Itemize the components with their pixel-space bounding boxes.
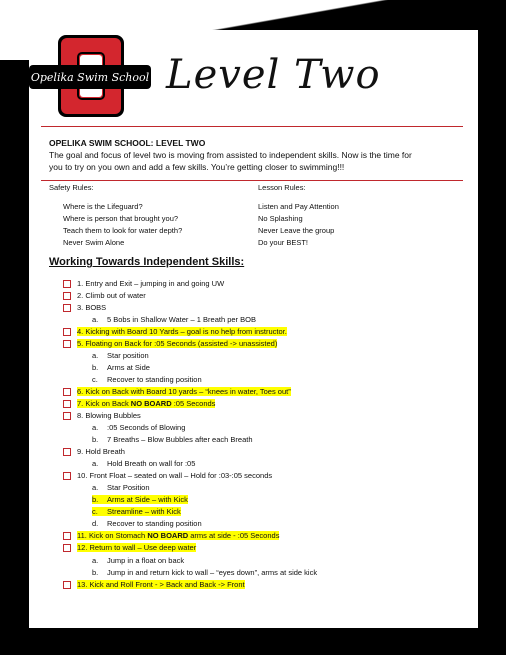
lesson-rules-label: Lesson Rules: [258,183,306,192]
checkbox[interactable] [63,412,71,420]
checkbox[interactable] [63,388,71,396]
skill-item-5: 5. Floating on Back for :05 Seconds (assisted -> unassisted) [77,339,278,348]
skill-item-4: 4. Kicking with Board 10 Yards – goal is no help from instructor. [77,327,287,336]
checkbox[interactable] [63,400,71,408]
skill-subitem: a. Jump in a float on back [92,556,185,565]
checkbox[interactable] [63,448,71,456]
skill-subitem: a. :05 Seconds of Blowing [92,423,186,432]
skill-item-10: 10. Front Float – seated on wall – Hold for :03-:05 seconds [77,471,273,480]
lesson-rule-item: Listen and Pay Attention [258,202,339,211]
skill-subitem: a. Star position [92,351,149,360]
safety-rules-label: Safety Rules: [49,183,94,192]
skill-subitem: a. Star Position [92,483,150,492]
skill-subitem: c. Recover to standing position [92,375,202,384]
lesson-rule-item: Never Leave the group [258,226,335,235]
lesson-rule-item: Do your BEST! [258,238,309,247]
intro-line-1: The goal and focus of level two is moving from assisted to independent skills. Now is the time for [49,150,412,160]
section-heading: Working Towards Independent Skills: [49,256,245,268]
skill-subitem: a. 5 Bobs in Shallow Water – 1 Breath per BOB [92,315,256,324]
skill-item-2: 2. Climb out of water [77,291,146,300]
safety-rule-item: Teach them to look for water depth? [63,226,183,235]
skill-subitem: b. Arms at Side – with Kick [92,495,188,504]
skill-subitem: a. Hold Breath on wall for :05 [92,459,196,468]
page-title: Level Two [166,52,381,98]
checkbox[interactable] [63,544,71,552]
checkbox[interactable] [63,581,71,589]
safety-rule-item: Where is person that brought you? [63,214,179,223]
skill-subitem: b. 7 Breaths – Blow Bubbles after each Breath [92,435,253,444]
divider-bottom [41,180,463,181]
skill-item-6: 6. Kick on Back with Board 10 yards – “knees in water, Toes out” [77,387,291,396]
checkbox[interactable] [63,472,71,480]
skill-subitem: b. Arms at Side [92,363,150,372]
logo-banner-text: Opelika Swim School [30,70,150,84]
skill-item-12: 12. Return to wall – Use deep water [77,543,197,552]
checkbox[interactable] [63,328,71,336]
skill-item-3: 3. BOBS [77,303,107,312]
safety-rule-item: Where is the Lifeguard? [63,202,143,211]
document-heading: OPELIKA SWIM SCHOOL: LEVEL TWO [49,138,206,148]
checkbox[interactable] [63,292,71,300]
skill-subitem: c. Streamline – with Kick [92,507,181,516]
checkbox[interactable] [63,340,71,348]
divider-top [41,126,463,127]
skill-subitem: b. Jump in and return kick to wall – “eyes down”, arms at side kick [92,568,318,577]
checkbox[interactable] [63,304,71,312]
lesson-rule-item: No Splashing [258,214,303,223]
skill-item-9: 9. Hold Breath [77,447,125,456]
checkbox[interactable] [63,532,71,540]
skill-item-8: 8. Blowing Bubbles [77,411,141,420]
checkbox[interactable] [63,280,71,288]
skill-item-1: 1. Entry and Exit – jumping in and going UW [77,279,225,288]
skill-subitem: d. Recover to standing position [92,519,202,528]
safety-rule-item: Never Swim Alone [63,238,125,247]
intro-line-2: you to try on you own and add a few skills. You’re getting closer to swimming!!! [49,162,345,172]
skill-item-13: 13. Kick and Roll Front - > Back and Back -> Front [77,580,245,589]
skill-item-7: 7. Kick on Back NO BOARD :05 Seconds [77,399,216,408]
logo-banner [29,65,151,89]
skill-item-11: 11. Kick on Stomach NO BOARD arms at side - :05 Seconds [77,531,280,540]
